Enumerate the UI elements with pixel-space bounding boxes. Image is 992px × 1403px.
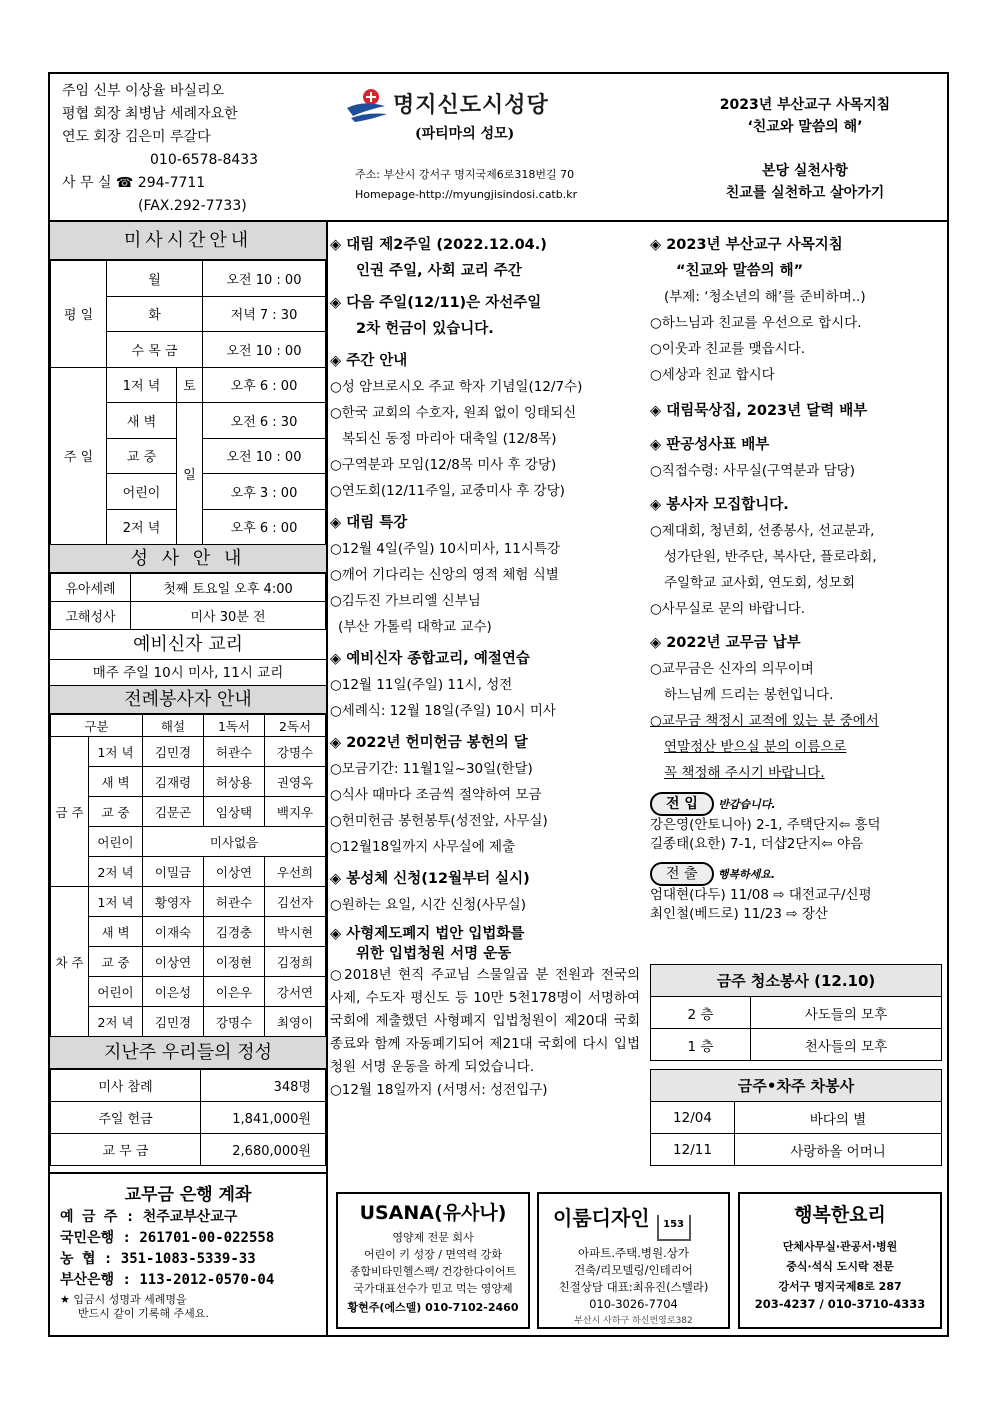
car-date: 12/11 [651,1134,735,1166]
car-group: 바다의 별 [735,1102,942,1134]
reader2: 백지우 [265,797,326,827]
notice-item: ○12월18일까지 사무실에 제출 [330,839,516,855]
move-out [650,862,946,924]
slot: 어린이 [89,977,143,1007]
move-out-item: 최인철(베드로) 11/23 ⇨ 장산 [650,906,828,922]
liturgy-title: 전례봉사자 안내 [50,686,326,714]
pastoral-line: 본당 실천사항 [761,163,849,179]
commentator: 김문곤 [143,797,204,827]
commentator: 김민경 [143,1007,204,1037]
reader2: 김정희 [265,947,326,977]
ad-line: 010-3026-7704 [589,1297,678,1311]
cleaning-table [650,964,942,1061]
notice-item: ○하느님과 친교를 우선으로 합시다. [650,315,862,331]
slot: 어린이 [89,827,143,857]
move-out-msg: 행복하세요. [717,868,776,881]
bulletin-frame [48,72,949,1337]
mass-time: 오전 6 : 30 [203,403,326,439]
bank-holder: 예 금 주 : 천주교부산교구 [60,1209,238,1225]
col-header: 구분 [51,715,143,737]
bank-account: 국민은행 : 261701-00-022558 [60,1230,275,1246]
notice-heading: ◈ 대림 제2주일 (2022.12.04.) [330,237,547,253]
ad-line: 중식·석식 도시락 전문 [786,1260,894,1273]
notice-item: 하느님께 드리는 봉헌입니다. [664,687,834,703]
liturgy-table [50,714,326,1037]
house-number: 153 [663,1219,685,1230]
notice-heading: ◈ 2022년 헌미헌금 봉헌의 달 [330,735,528,751]
pastoral-spacer [670,138,940,160]
notice-item: 복되신 동정 마리아 대축일 (12/8목) [342,431,557,447]
ad-irum-design [537,1192,730,1329]
commentator: 이은성 [143,977,204,1007]
car-table [650,1069,942,1166]
commentator: 이상연 [143,947,204,977]
pastoral-line: 2023년 부산교구 사목지침 [719,97,891,113]
slot: 1저 녁 [89,737,143,767]
mass-slot: 교 중 [107,438,177,474]
reader2: 최영이 [265,1007,326,1037]
mass-time: 오전 10 : 00 [203,261,326,297]
notice-heading: 위한 입법청원 서명 운동 [356,946,512,962]
right-column [650,232,946,924]
ad-line: 단체사무실·관공서·병원 [782,1240,898,1253]
col-header: 1독서 [204,715,265,737]
mass-slot: 2저 녁 [107,509,177,545]
mass-time: 오전 10 : 00 [203,332,326,368]
ad-title: USANA(유사나) [359,1202,507,1224]
ad-line: 강서구 명지국제8로 287 [778,1280,902,1293]
bank-account-box [50,1172,328,1335]
reader1: 강명수 [204,1007,265,1037]
mass-weekday: 일 [177,403,203,545]
notice-item: ○김두진 가브리엘 신부님 [330,593,481,609]
ad-contact: 황현주(에스델) 010-7102-2460 [347,1301,519,1314]
cleaning-title: 금주 청소봉사 (12.10) [651,965,942,997]
staff-president: 평협 회장 최병남 세례자요한 [62,106,238,122]
ad-usana [336,1192,530,1329]
ad-line: 건축/리모델링/인테리어 [574,1263,693,1277]
staff-fax: (FAX.292-7733) [138,198,247,214]
notice-heading: ◈ 예비신자 종합교리, 예절연습 [330,651,530,667]
commentator: 황영자 [143,887,204,917]
notice-item: ○구역분과 모임(12/8목 미사 후 강당) [330,457,557,473]
mass-day: 수 목 금 [107,332,203,368]
notice-heading: ◈ 다음 주일(12/11)은 자선주일 [330,295,542,311]
notice-heading: ◈ 판공성사표 배부 [650,437,770,453]
notice-item: ○깨어 기다리는 신앙의 영적 체험 식별 [330,567,559,583]
col-header: 해설 [143,715,204,737]
notice-heading: ◈ 주간 안내 [330,353,408,369]
ad-title: 행복한요리 [794,1204,886,1226]
mass-slot: 1저 녁 [107,367,177,403]
homepage-link[interactable]: Homepage-http://myungjisindosi.catb.kr [355,188,578,201]
floor: 1 층 [651,1029,751,1061]
catechumen-title: 예비신자 교리 [50,630,326,660]
offering-value: 2,680,000원 [201,1134,326,1166]
reader1: 김경충 [204,917,265,947]
staff-list [62,80,258,218]
staff-pastor: 주임 신부 이상율 바실리오 [62,83,225,99]
offering-value: 348명 [201,1070,326,1102]
notice-item: ○12월 18일까지 (서명서: 성전입구) [330,1082,548,1098]
mass-day: 월 [107,261,203,297]
church-logo [345,88,635,205]
slot: 교 중 [89,797,143,827]
ad-address: 부산시 사하구 하신번영로382 [574,1316,693,1326]
mass-day: 화 [107,296,203,332]
col-header: 2독서 [265,715,326,737]
notice-item: 성가단원, 반주단, 복사단, 플로라회, [664,549,877,565]
sunday-label: 주 일 [51,367,107,545]
mass-slot: 새 벽 [107,403,177,439]
bank-title: 교무금 은행 계좌 [124,1185,252,1205]
weekday-label: 평 일 [51,261,107,368]
house-icon [657,1215,691,1241]
ad-line: 영양제 전문 회사 [392,1231,474,1244]
reader2: 박시현 [265,917,326,947]
bank-note: 반드시 같이 기록해 주세요. [78,1307,209,1320]
pastoral-line: 친교를 실천하고 살아가기 [725,185,885,201]
this-week-label: 금 주 [51,737,89,887]
notice-heading: ◈ 2023년 부산교구 사목지침 [650,237,843,253]
car-date: 12/04 [651,1102,735,1134]
reader2: 강명수 [265,737,326,767]
notice-item: ○식사 때마다 조금씩 절약하여 모금 [330,787,542,803]
notice-item: ○이웃과 친교를 맺읍시다. [650,341,806,357]
reader2: 권영옥 [265,767,326,797]
ad-line: 친절상담 대표:최유진(스텔라) [558,1280,709,1294]
reader1: 이상연 [204,857,265,887]
sacrament-name: 고해성사 [51,602,131,630]
notice-item: ○12월 11일(주일) 11시, 성전 [330,677,513,693]
reader2: 김선자 [265,887,326,917]
move-out-badge: 전 출 [650,862,714,886]
commentator: 김민경 [143,737,204,767]
sacrament-name: 유아세례 [51,574,131,602]
mass-title: 미사시간안내 [50,222,326,260]
offering-label: 미사 참례 [51,1070,201,1102]
notice-item: ○세례식: 12월 18일(주일) 10시 미사 [330,703,556,719]
move-out-item: 엄대현(다두) 11/08 ⇨ 대전교구/신평 [650,887,872,903]
notice-item: ○교무금 책정시 교적에 있는 분 중에서 [650,713,879,729]
notice-item: ○12월 4일(주일) 10시미사, 11시특강 [330,541,561,557]
sacrament-time: 첫째 토요일 오후 4:00 [131,574,326,602]
group: 사도들의 모후 [751,997,942,1029]
move-in-item: 길종태(요한) 7-1, 더샵2단지⇦ 야음 [650,836,864,852]
mass-weekday: 토 [177,367,203,403]
staff-yeondo: 연도 회장 김은미 루갈다 [62,129,211,145]
reader1: 허상용 [204,767,265,797]
next-week-label: 차 주 [51,887,89,1037]
notice-item: ○사무실로 문의 바랍니다. [650,601,806,617]
ad-happy-cooking [738,1192,942,1329]
ad-line: 아파트.주택.병원.상가 [578,1246,689,1260]
car-box [650,1069,942,1166]
bank-account: 부산은행 : 113-2012-0570-04 [60,1272,275,1288]
slot: 1저 녁 [89,887,143,917]
left-column [50,222,328,1172]
staff-office: 사 무 실 ☎ 294-7711 [62,175,206,191]
ad-line: 어린이 키 성장 / 면역력 강화 [363,1248,503,1261]
mass-time: 오후 6 : 00 [203,509,326,545]
notice-heading: ◈ 봉성체 신청(12월부터 실시) [330,871,530,887]
offering-table [50,1069,326,1166]
car-group: 사랑하올 어머니 [735,1134,942,1166]
notice-heading: ◈ 사형제도폐지 법안 입법화를 [330,926,525,942]
notice-item: ○원하는 요일, 시간 신청(사무실) [330,897,526,913]
sacrament-title: 성 사 안 내 [50,545,326,573]
catechumen-text: 매주 주일 10시 미사, 11시 교리 [50,660,326,686]
pastoral-line: ‘친교와 말씀의 해’ [747,119,863,135]
slot: 새 벽 [89,917,143,947]
notice-item: (부산 가톨릭 대학교 교수) [338,619,492,635]
reader1: 허관수 [204,887,265,917]
bank-account: 농 협 : 351-1083-5339-33 [60,1251,256,1267]
mass-slot: 어린이 [107,474,177,510]
no-mass: 미사없음 [143,827,326,857]
mass-time: 오후 6 : 00 [203,367,326,403]
reader2: 우선희 [265,857,326,887]
mass-time: 오전 10 : 00 [203,438,326,474]
mass-table [50,260,326,545]
slot: 교 중 [89,947,143,977]
commentator: 김재령 [143,767,204,797]
move-in-badge: 전 입 [650,792,714,816]
notice-item: ○교무금은 신자의 의무이며 [650,661,814,677]
slot: 2저 녁 [89,1007,143,1037]
notice-item: 연말정산 받으실 분의 이름으로 [664,739,847,755]
reader1: 이은우 [204,977,265,1007]
notice-heading: ◈ 대림묵상집, 2023년 달력 배부 [650,403,868,419]
slot: 새 벽 [89,767,143,797]
notice-item: 주일학교 교사회, 연도회, 성모회 [664,575,855,591]
notice-item: ○제대회, 청년회, 선종봉사, 선교분과, [650,523,875,539]
notice-item: ○성 암브로시오 주교 학자 기념일(12/7수) [330,379,583,395]
commentator: 이재숙 [143,917,204,947]
floor: 2 층 [651,997,751,1029]
mass-time: 저녁 7 : 30 [203,296,326,332]
staff-phone: 010-6578-8433 [150,152,259,168]
bank-note: ★ 입금시 성명과 세례명을 [60,1293,187,1306]
notice-heading: ◈ 2022년 교무금 납부 [650,635,801,651]
sacrament-table [50,573,326,630]
ad-line: 종합비타민헬스팩/ 건강한다이어트 [349,1265,517,1278]
notice-item: ○모금기간: 11월1일~30일(한달) [330,761,533,777]
car-title: 금주•차주 차봉사 [651,1070,942,1102]
offering-label: 교 무 금 [51,1134,201,1166]
offering-label: 주일 헌금 [51,1102,201,1134]
cleaning-box [650,964,942,1061]
notice-heading: 인권 주일, 사회 교리 주간 [356,263,522,279]
move-in-item: 강은영(안토니아) 2-1, 주택단지⇦ 흥덕 [650,817,881,833]
notice-item: 꼭 책정해 주시기 바랍니다. [664,765,825,781]
header [50,74,947,222]
move-in [650,792,946,854]
notice-heading: ◈ 대림 특강 [330,515,408,531]
notice-item: ○연도회(12/11주일, 교중미사 후 강당) [330,483,565,499]
notice-item: ○한국 교회의 수호자, 원죄 없이 잉태되신 [330,405,577,421]
notice-item: ○헌미헌금 봉헌봉투(성전앞, 사무실) [330,813,548,829]
pastoral-guide [670,94,940,204]
ad-contact: 203-4237 / 010-3710-4333 [754,1297,926,1311]
reader2: 강서연 [265,977,326,1007]
slot: 2저 녁 [89,857,143,887]
move-in-msg: 반갑습니다. [718,798,776,811]
notice-item: ○직접수령: 사무실(구역분과 담당) [650,463,855,479]
church-address [355,165,635,205]
commentator: 이밀금 [143,857,204,887]
reader1: 임상택 [204,797,265,827]
notice-heading: 2차 헌금이 있습니다. [356,321,494,337]
address-text: 주소: 부산시 강서구 명지국제6로318번길 70 [355,168,575,181]
reader1: 이정현 [204,947,265,977]
ad-title: 이룸디자인 [553,1206,650,1230]
middle-column [330,232,640,1102]
reader1: 허관수 [204,737,265,767]
group: 천사들의 모후 [751,1029,942,1061]
offering-title: 지난주 우리들의 정성 [50,1037,326,1069]
sacrament-time: 미사 30분 전 [131,602,326,630]
notice-item: (부제: ‘청소년의 해’를 준비하며..) [664,289,866,305]
mass-time: 오후 3 : 00 [203,474,326,510]
church-subtitle: (파티마의 성모) [415,126,515,142]
church-logo-icon [345,88,389,124]
notice-item: ○세상과 친교 합시다 [650,367,775,383]
notice-heading: “친교와 말씀의 해” [676,263,804,279]
church-name: 명지신도시성당 [393,93,549,118]
offering-value: 1,841,000원 [201,1102,326,1134]
ad-line: 국가대표선수가 믿고 먹는 영양제 [353,1282,513,1295]
notice-paragraph: ○2018년 현직 주교님 스물일곱 분 전원과 전국의 사제, 수도자 평신도 등 10만 5천178명이 서명하여 국회에 제출했던 사형폐지 입법청원이 제20대 국회 종료와 함께 자동폐기되어 제21대 국회에 다시 입법청원 서명 운동을 하게 되었습니다. [330,967,640,1075]
notice-heading: ◈ 봉사자 모집합니다. [650,497,789,513]
